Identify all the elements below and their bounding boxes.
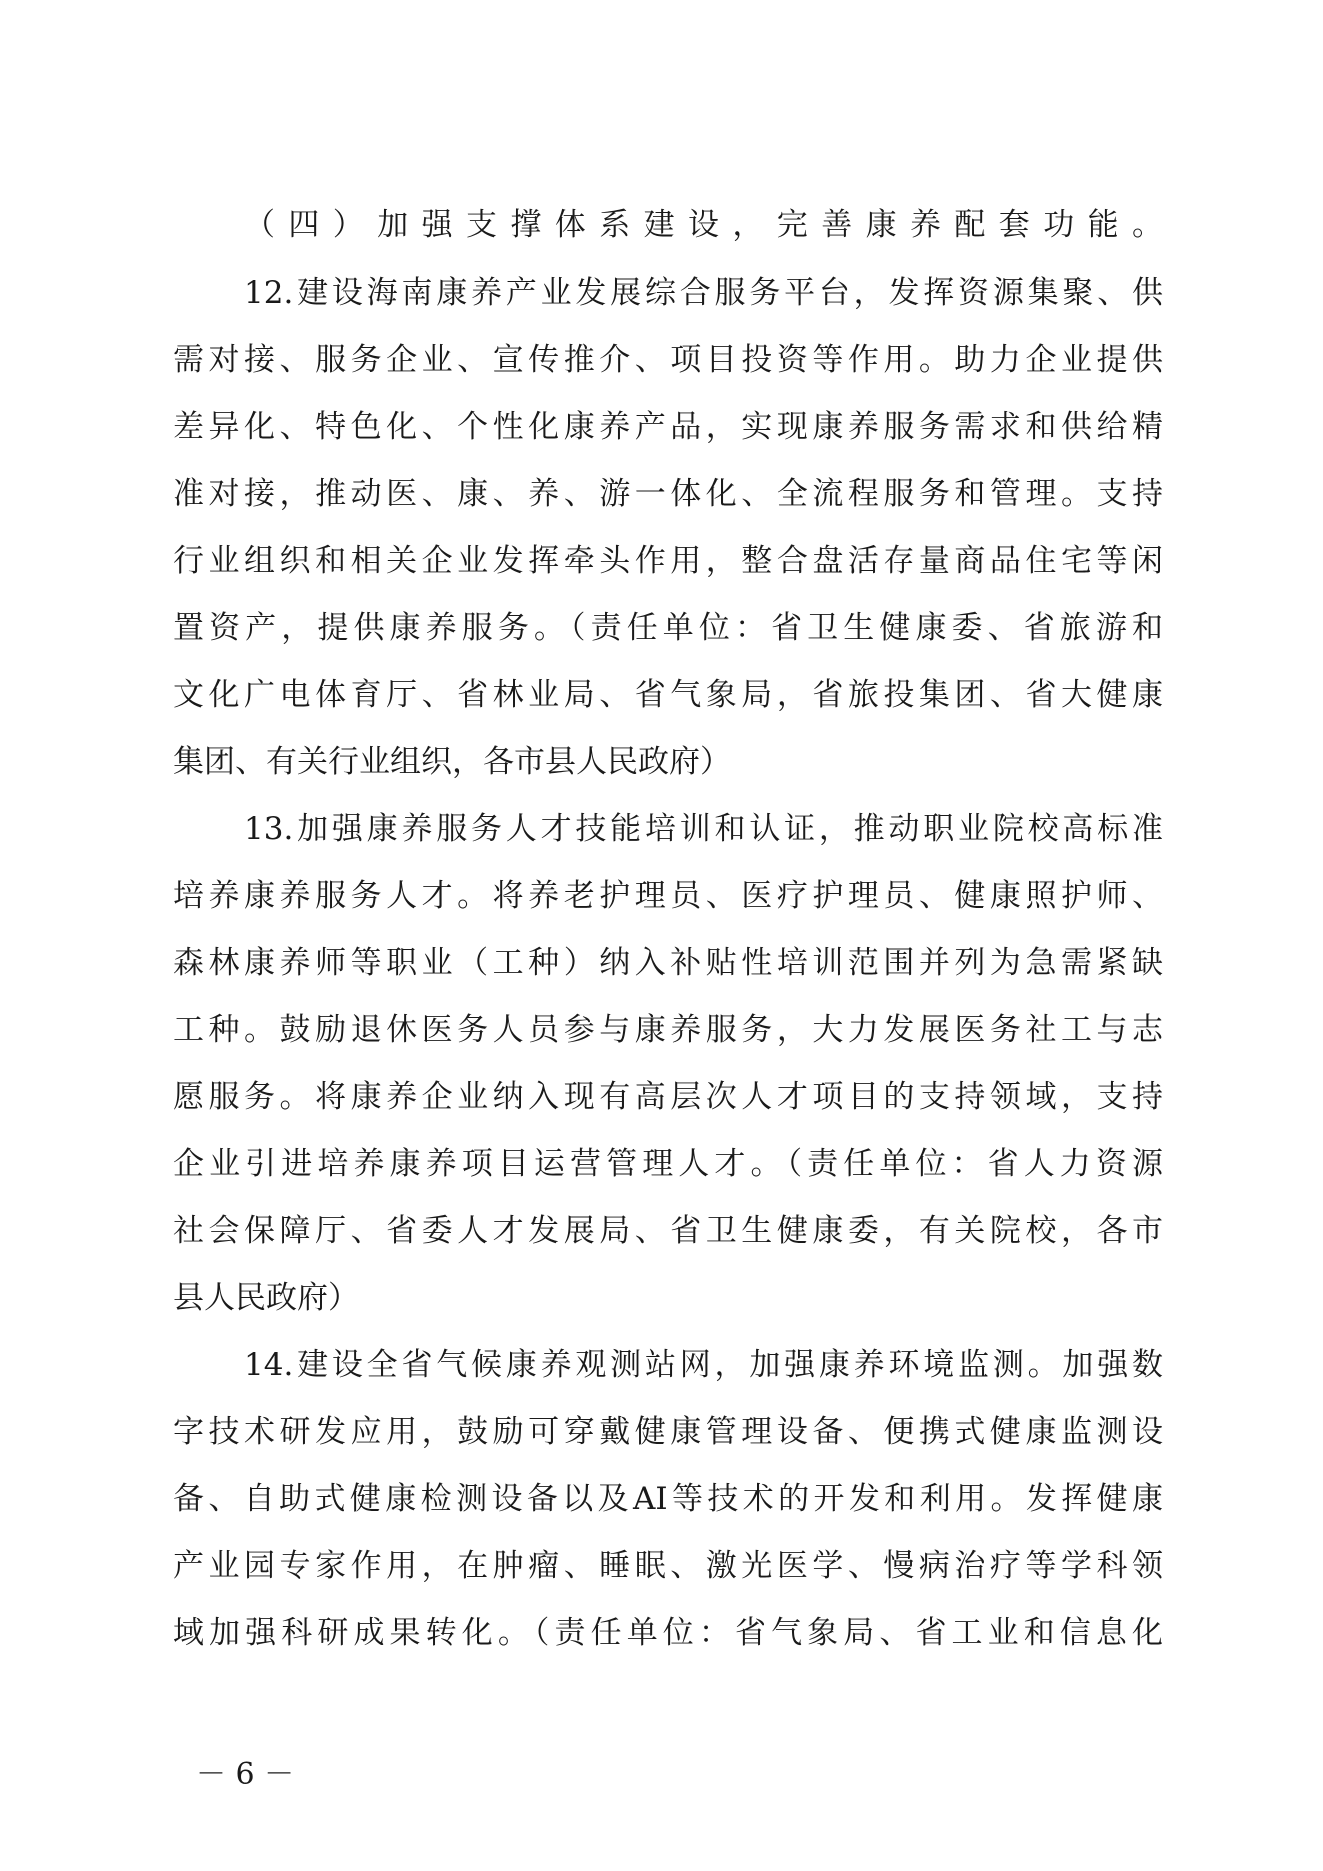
item-14-line-4: 产业园专家作用，在肿瘤、睡眠、激光医学、慢病治疗等学科领 [173, 1548, 1163, 1584]
item-13-line-4: 工种。鼓励退休医务人员参与康养服务，大力发展医务社工与志 [173, 1012, 1163, 1048]
section-heading: （四）加强支撑体系建设，完善康养配套功能。 [244, 207, 1163, 243]
item-14-line-5: 域加强科研成果转化。（责任单位：省气象局、省工业和信息化 [173, 1615, 1163, 1651]
item-13-line-6: 企业引进培养康养项目运营管理人才。（责任单位：省人力资源 [173, 1146, 1163, 1182]
item-12-line-8: 集团、有关行业组织，各市县人民政府） [173, 744, 731, 780]
item-13-line-7: 社会保障厅、省委人才发展局、省卫生健康委，有关院校，各市 [173, 1213, 1163, 1249]
item-13-line-1: 13.加强康养服务人才技能培训和认证，推动职业院校高标准 [244, 811, 1163, 847]
item-14-line-3: 备、自助式健康检测设备以及AI等技术的开发和利用。发挥健康 [173, 1481, 1163, 1517]
item-13-line-5: 愿服务。将康养企业纳入现有高层次人才项目的支持领域，支持 [173, 1079, 1163, 1115]
item-12-line-6: 置资产，提供康养服务。（责任单位：省卫生健康委、省旅游和 [173, 610, 1163, 646]
item-12-line-3: 差异化、特色化、个性化康养产品，实现康养服务需求和供给精 [173, 409, 1163, 445]
item-12-line-5: 行业组织和相关企业发挥牵头作用，整合盘活存量商品住宅等闲 [173, 543, 1163, 579]
item-12-line-4: 准对接，推动医、康、养、游一体化、全流程服务和管理。支持 [173, 476, 1163, 512]
item-12-line-1: 12.建设海南康养产业发展综合服务平台，发挥资源集聚、供 [244, 275, 1163, 311]
page-number: － 6 － [196, 1757, 295, 1792]
item-12-line-2: 需对接、服务企业、宣传推介、项目投资等作用。助力企业提供 [173, 342, 1163, 378]
item-13-line-8: 县人民政府） [173, 1280, 359, 1316]
item-12-line-7: 文化广电体育厅、省林业局、省气象局，省旅投集团、省大健康 [173, 677, 1163, 713]
item-13-line-2: 培养康养服务人才。将养老护理员、医疗护理员、健康照护师、 [173, 878, 1163, 914]
item-14-line-2: 字技术研发应用，鼓励可穿戴健康管理设备、便携式健康监测设 [173, 1414, 1163, 1450]
item-14-line-1: 14.建设全省气候康养观测站网，加强康养环境监测。加强数 [244, 1347, 1163, 1383]
item-13-line-3: 森林康养师等职业（工种）纳入补贴性培训范围并列为急需紧缺 [173, 945, 1163, 981]
